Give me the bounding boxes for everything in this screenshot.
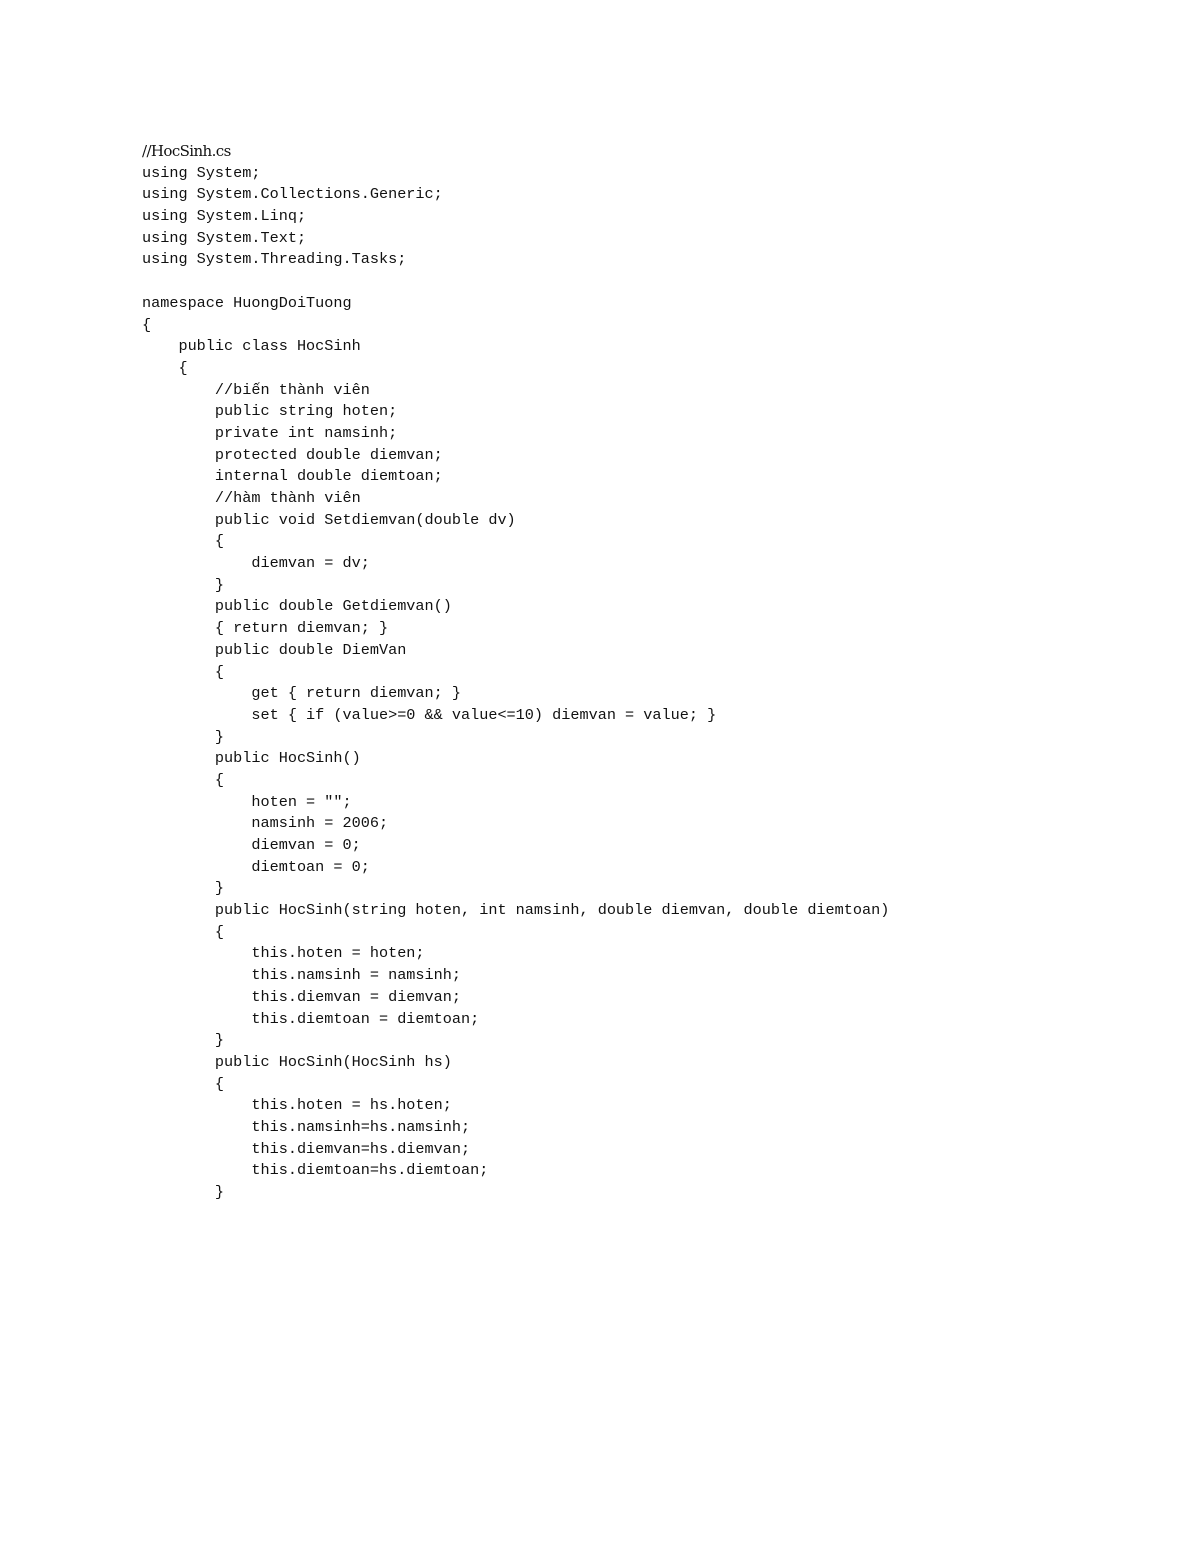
code-line <box>142 271 889 293</box>
code-line: public HocSinh() <box>142 749 361 768</box>
code-line: diemtoan = 0; <box>142 857 370 876</box>
code-line: using System.Text; <box>142 228 307 247</box>
code-line: get { return diemvan; } <box>142 684 461 703</box>
code-line: } <box>142 727 225 746</box>
code-line: diemvan = dv; <box>142 554 370 573</box>
code-line: public double DiemVan <box>142 640 407 659</box>
code-line: internal double diemtoan; <box>142 467 443 486</box>
code-line: } <box>142 575 225 594</box>
code-line: private int namsinh; <box>142 423 398 442</box>
code-line: { <box>142 315 152 334</box>
code-line: namespace HuongDoiTuong <box>142 293 352 312</box>
code-line: using System.Threading.Tasks; <box>142 250 407 269</box>
code-line: { <box>142 922 225 941</box>
code-line: //hàm thành viên <box>142 489 361 507</box>
code-listing <box>142 141 889 1204</box>
code-line: namsinh = 2006; <box>142 814 389 833</box>
code-line: { <box>142 662 225 681</box>
code-line: { return diemvan; } <box>142 619 389 638</box>
file-title-comment: //HocSinh.cs <box>142 142 231 160</box>
code-line: //biến thành viên <box>142 380 370 399</box>
code-line: public void Setdiemvan(double dv) <box>142 510 516 529</box>
code-line: using System.Collections.Generic; <box>142 185 443 204</box>
code-line: } <box>142 1031 225 1050</box>
code-line: public string hoten; <box>142 402 398 421</box>
code-line: public HocSinh(HocSinh hs) <box>142 1052 452 1071</box>
code-line: this.namsinh=hs.namsinh; <box>142 1117 471 1136</box>
code-line: diemvan = 0; <box>142 836 361 854</box>
code-line: this.namsinh = namsinh; <box>142 966 461 985</box>
code-line: { <box>142 532 225 551</box>
code-line: public HocSinh(string hoten, int namsinh, double diemvan, double diemtoan) <box>142 901 890 920</box>
code-line: this.hoten = hs.hoten; <box>142 1096 452 1115</box>
code-line: } <box>142 1183 225 1201</box>
code-line: { <box>142 358 188 377</box>
code-line: this.diemtoan = diemtoan; <box>142 1009 480 1028</box>
code-line: this.diemvan = diemvan; <box>142 987 461 1006</box>
code-line: this.diemtoan=hs.diemtoan; <box>142 1161 489 1180</box>
code-line: public double Getdiemvan() <box>142 597 452 616</box>
code-line: this.diemvan=hs.diemvan; <box>142 1139 471 1158</box>
code-line: { <box>142 1074 225 1093</box>
code-line: } <box>142 879 225 898</box>
code-line: hoten = ""; <box>142 792 352 811</box>
code-line: this.hoten = hoten; <box>142 944 425 963</box>
code-line: using System.Linq; <box>142 207 307 226</box>
code-line: { <box>142 770 225 789</box>
code-line: using System; <box>142 163 261 182</box>
code-line: public class HocSinh <box>142 337 361 356</box>
code-line: protected double diemvan; <box>142 445 443 464</box>
code-line: set { if (value>=0 && value<=10) diemvan = value; } <box>142 705 717 724</box>
code-lines <box>142 163 889 1204</box>
